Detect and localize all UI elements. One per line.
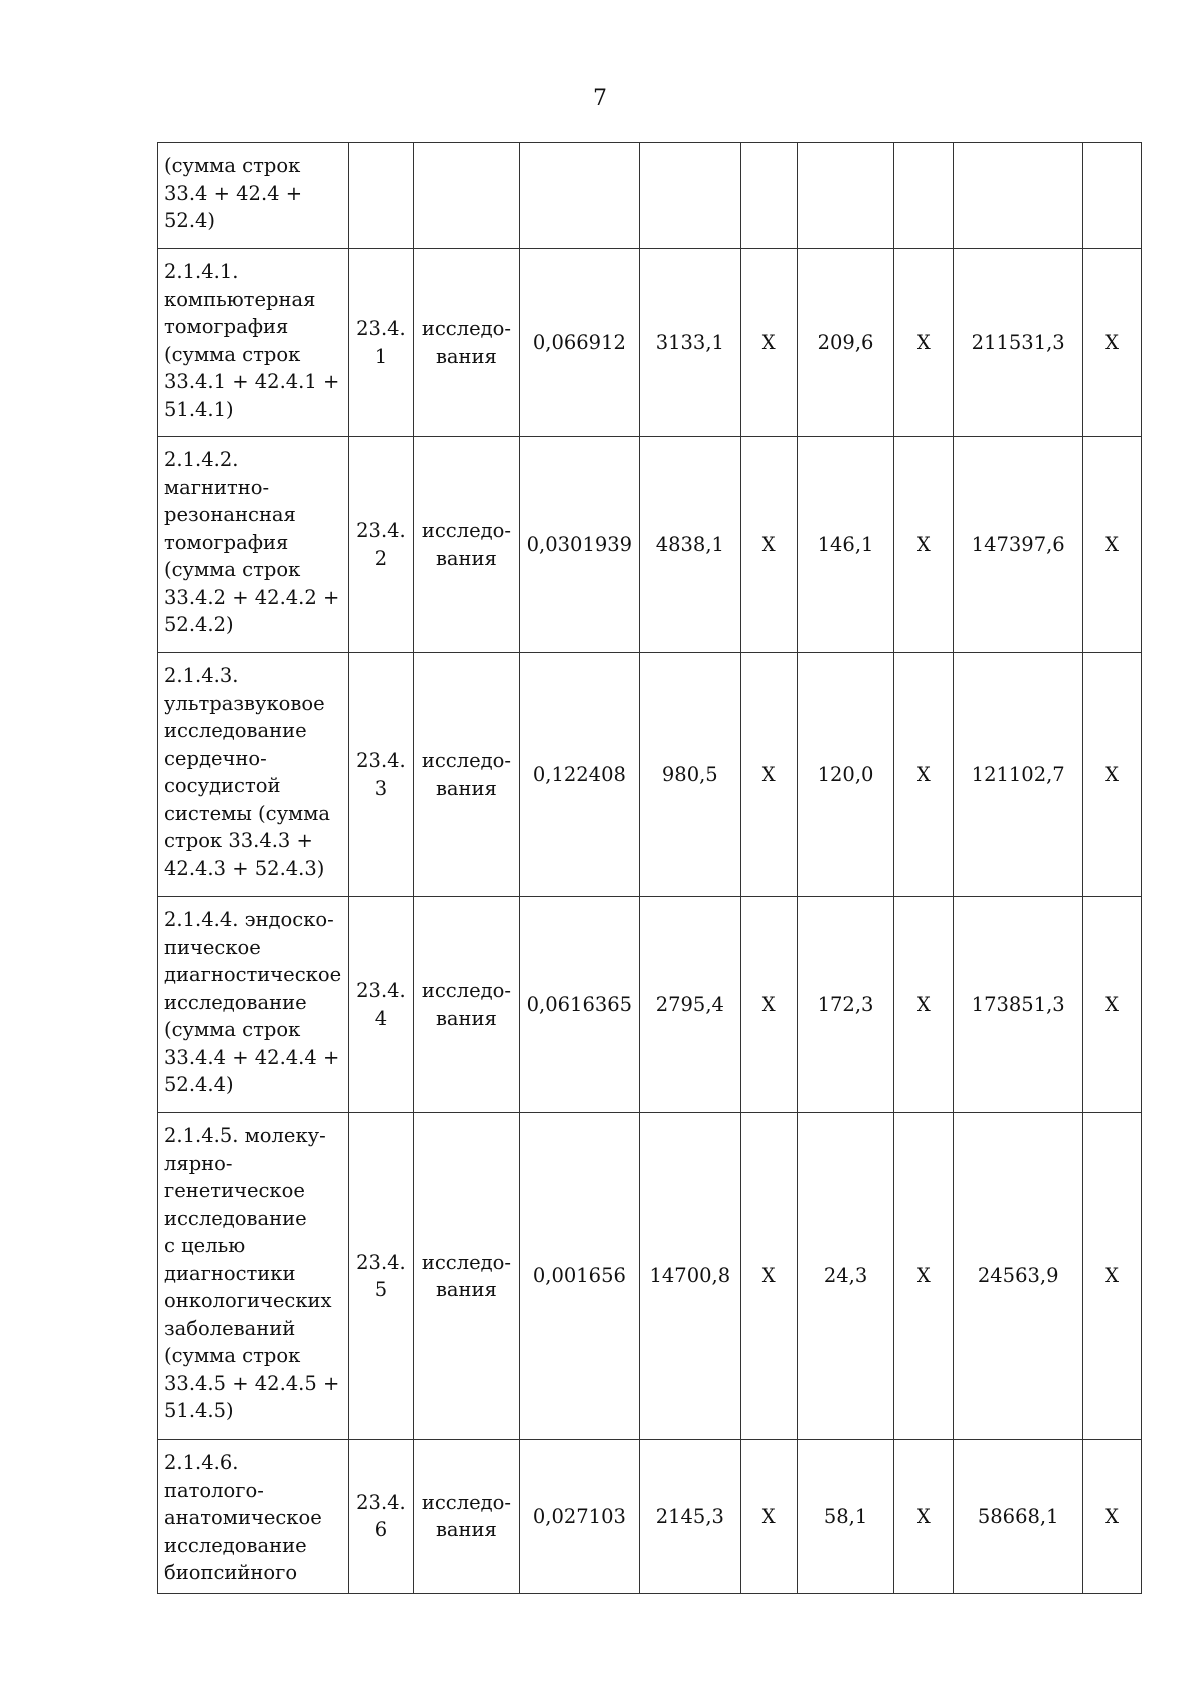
table-row [158,653,1142,897]
row-value-cell: Х [740,249,797,437]
row-unit-cell: исследо- вания [413,1113,519,1440]
row-value-cell [894,143,954,249]
row-value-cell: 4838,1 [639,437,740,653]
row-value-cell: Х [1083,1113,1142,1440]
row-unit-cell: исследо- вания [413,897,519,1113]
row-value-cell: 209,6 [797,249,894,437]
row-value-cell [639,143,740,249]
row-value-cell [797,143,894,249]
row-value-cell: Х [1083,437,1142,653]
row-name-cell: 2.1.4.1. компьютерная томография (сумма строк 33.4.1 + 42.4.1 + 51.4.1) [158,249,349,437]
row-value-cell: 3133,1 [639,249,740,437]
row-line-number-cell: 23.4. 2 [348,437,413,653]
row-value-cell: 0,027103 [519,1440,639,1594]
row-value-cell: 24563,9 [954,1113,1083,1440]
row-value-cell: 120,0 [797,653,894,897]
row-value-cell: Х [1083,897,1142,1113]
page-number: 7 [593,86,607,111]
row-value-cell: 147397,6 [954,437,1083,653]
row-value-cell [519,143,639,249]
row-value-cell: 121102,7 [954,653,1083,897]
row-value-cell: 172,3 [797,897,894,1113]
row-value-cell: 146,1 [797,437,894,653]
row-unit-cell: исследо- вания [413,653,519,897]
row-value-cell: 58,1 [797,1440,894,1594]
row-line-number-cell: 23.4. 1 [348,249,413,437]
row-value-cell: Х [740,1113,797,1440]
row-value-cell [954,143,1083,249]
row-value-cell: 0,0616365 [519,897,639,1113]
row-value-cell: 980,5 [639,653,740,897]
row-value-cell: Х [1083,249,1142,437]
row-line-number-cell: 23.4. 6 [348,1440,413,1594]
row-value-cell: Х [894,1113,954,1440]
row-value-cell: 2795,4 [639,897,740,1113]
row-name-cell: 2.1.4.5. молеку- лярно- генетическое исследование с целью диагностики онкологических заболеваний (сумма строк 33.4.5 + 42.4.5 + 51.4.5) [158,1113,349,1440]
row-value-cell: Х [740,1440,797,1594]
row-value-cell: 58668,1 [954,1440,1083,1594]
row-name-cell: (сумма строк 33.4 + 42.4 + 52.4) [158,143,349,249]
table-row [158,1440,1142,1594]
row-value-cell: Х [894,437,954,653]
row-value-cell: Х [740,897,797,1113]
row-value-cell: 0,122408 [519,653,639,897]
row-value-cell: Х [894,897,954,1113]
row-value-cell: 0,066912 [519,249,639,437]
table-row [158,143,1142,249]
row-value-cell: 24,3 [797,1113,894,1440]
row-value-cell: Х [1083,653,1142,897]
row-value-cell: 173851,3 [954,897,1083,1113]
row-unit-cell: исследо- вания [413,249,519,437]
row-line-number-cell: 23.4. 4 [348,897,413,1113]
row-unit-cell [413,143,519,249]
row-value-cell: 0,001656 [519,1113,639,1440]
row-line-number-cell: 23.4. 3 [348,653,413,897]
row-value-cell: Х [894,1440,954,1594]
row-value-cell: 0,0301939 [519,437,639,653]
row-value-cell: 14700,8 [639,1113,740,1440]
table-row [158,437,1142,653]
data-table [157,142,1142,1594]
row-name-cell: 2.1.4.4. эндоско- пическое диагностическое исследование (сумма строк 33.4.4 + 42.4.4 + 52.4.4) [158,897,349,1113]
table-row [158,249,1142,437]
row-value-cell [1083,143,1142,249]
row-value-cell: Х [1083,1440,1142,1594]
row-name-cell: 2.1.4.6. патолого- анатомическое исследование биопсийного [158,1440,349,1594]
table-row [158,1113,1142,1440]
row-unit-cell: исследо- вания [413,1440,519,1594]
row-value-cell: 211531,3 [954,249,1083,437]
row-line-number-cell [348,143,413,249]
row-value-cell [740,143,797,249]
table-row [158,897,1142,1113]
table-body [158,143,1142,1594]
row-value-cell: Х [894,653,954,897]
row-line-number-cell: 23.4. 5 [348,1113,413,1440]
row-unit-cell: исследо- вания [413,437,519,653]
row-name-cell: 2.1.4.3. ультразвуковое исследование сердечно- сосудистой системы (сумма строк 33.4.3 + 42.4.3 + 52.4.3) [158,653,349,897]
row-value-cell: Х [740,437,797,653]
row-value-cell: 2145,3 [639,1440,740,1594]
row-name-cell: 2.1.4.2. магнитно- резонансная томография (сумма строк 33.4.2 + 42.4.2 + 52.4.2) [158,437,349,653]
row-value-cell: Х [740,653,797,897]
row-value-cell: Х [894,249,954,437]
